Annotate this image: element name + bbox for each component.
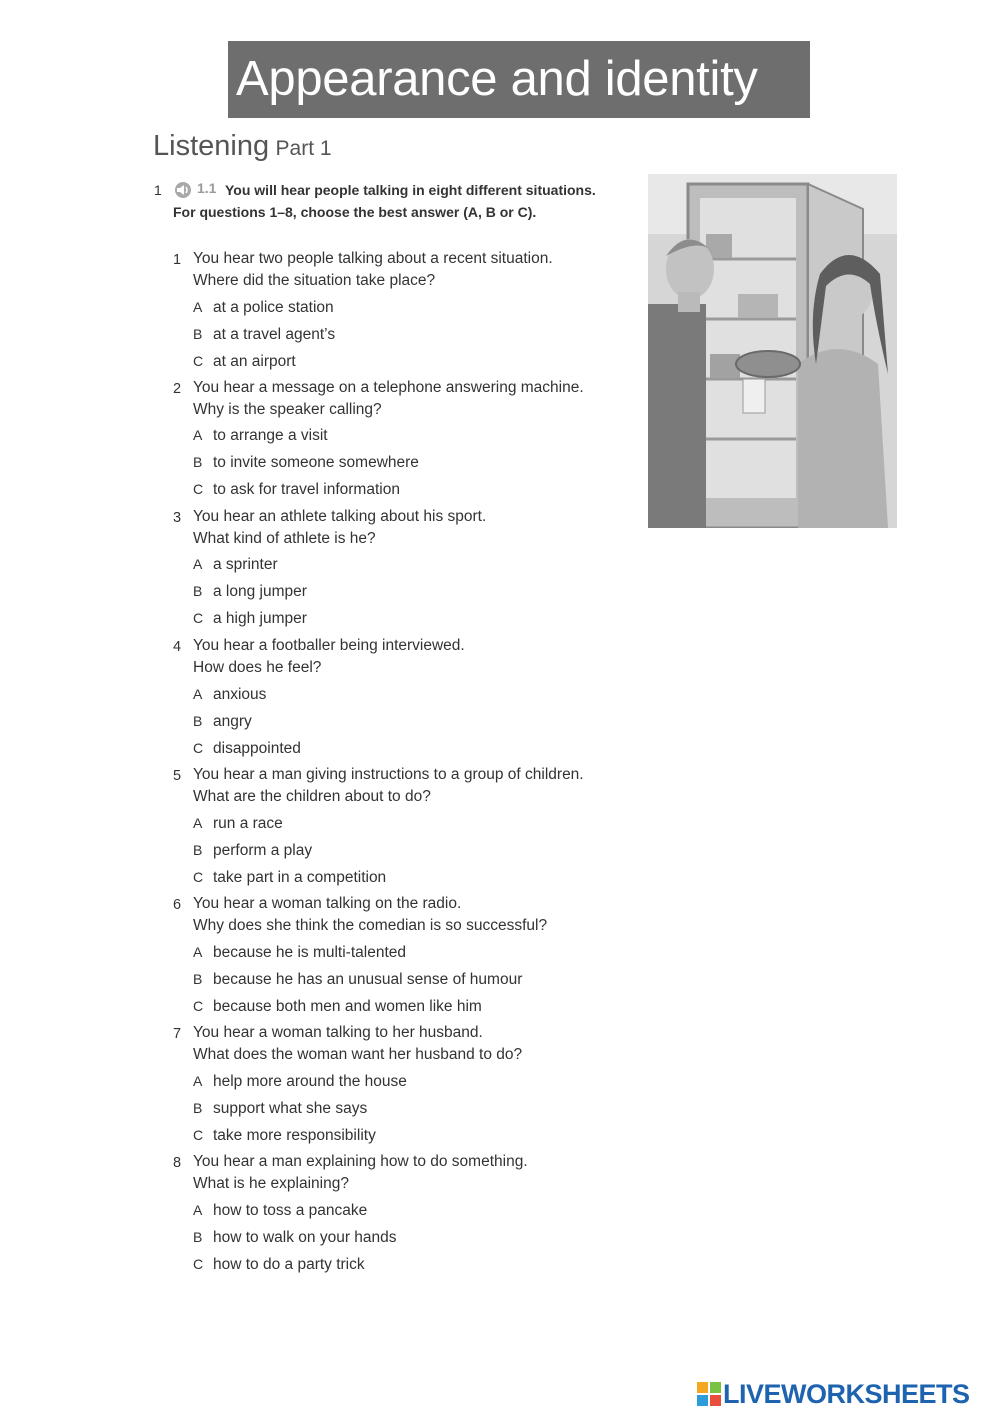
question-number: 8	[173, 1155, 182, 1171]
option-letter: A	[193, 1202, 203, 1218]
option-letter: B	[193, 713, 203, 729]
exercise-instructions: You will hear people talking in eight different situations. For questions 1–8, choose the best answer (A, B or C).	[173, 182, 596, 220]
option-letter: C	[193, 353, 204, 369]
question-line-1: You hear a footballer being interviewed.	[193, 637, 465, 654]
option-text: because he has an unusual sense of humour	[213, 971, 523, 988]
option-letter: B	[193, 454, 203, 470]
option-letter: A	[193, 299, 203, 315]
answer-option[interactable]	[193, 686, 266, 704]
question-line-2: What is he explaining?	[193, 1175, 349, 1192]
option-text: help more around the house	[213, 1073, 407, 1090]
section-heading	[153, 130, 332, 163]
question-number: 7	[173, 1026, 182, 1042]
title-banner	[228, 41, 810, 118]
answer-option[interactable]	[193, 869, 386, 887]
option-text: because both men and women like him	[213, 998, 482, 1015]
question-line-2: What kind of athlete is he?	[193, 530, 376, 547]
option-letter: A	[193, 686, 203, 702]
option-text: perform a play	[213, 842, 313, 859]
option-letter: C	[193, 481, 204, 497]
question-text	[193, 635, 465, 679]
option-text: because he is multi-talented	[213, 944, 407, 961]
option-letter: C	[193, 1127, 204, 1143]
option-text: support what she says	[213, 1100, 368, 1117]
question-line-1: You hear two people talking about a recent situation.	[193, 250, 553, 267]
option-letter: A	[193, 556, 203, 572]
option-text: anxious	[213, 686, 267, 703]
answer-option[interactable]	[193, 971, 522, 989]
option-text: take more responsibility	[213, 1127, 376, 1144]
option-letter: B	[193, 1100, 203, 1116]
question-line-1: You hear a man explaining how to do something.	[193, 1153, 528, 1170]
option-text: to ask for travel information	[213, 481, 400, 498]
answer-option[interactable]	[193, 1256, 365, 1274]
question-text	[193, 1151, 528, 1195]
question-number: 5	[173, 768, 182, 784]
question-text	[193, 764, 584, 808]
liveworksheets-logo[interactable]	[697, 1378, 997, 1408]
option-text: a sprinter	[213, 556, 278, 573]
option-text: to arrange a visit	[213, 427, 328, 444]
answer-option[interactable]	[193, 481, 400, 499]
question-line-2: Why does she think the comedian is so successful?	[193, 917, 548, 934]
answer-option[interactable]	[193, 454, 419, 472]
question-line-1: You hear a message on a telephone answering machine.	[193, 379, 584, 396]
answer-option[interactable]	[193, 1100, 367, 1118]
answer-option[interactable]	[193, 998, 482, 1016]
question-line-1: You hear a woman talking to her husband.	[193, 1024, 483, 1041]
option-letter: A	[193, 427, 203, 443]
option-text: at a police station	[213, 299, 334, 316]
question-number: 3	[173, 510, 182, 526]
option-text: how to toss a pancake	[213, 1202, 368, 1219]
option-text: a long jumper	[213, 583, 307, 600]
option-letter: A	[193, 944, 203, 960]
section-title: Listening	[153, 130, 270, 162]
option-letter: A	[193, 1073, 203, 1089]
answer-option[interactable]	[193, 713, 252, 731]
option-letter: C	[193, 869, 204, 885]
answer-option[interactable]	[193, 326, 335, 344]
option-text: at an airport	[213, 353, 296, 370]
question-line-2: What are the children about to do?	[193, 788, 431, 805]
question-number: 4	[173, 639, 182, 655]
answer-option[interactable]	[193, 583, 307, 601]
option-letter: B	[193, 326, 203, 342]
option-letter: B	[193, 971, 203, 987]
answer-option[interactable]	[193, 1202, 367, 1220]
option-text: angry	[213, 713, 252, 730]
question-text	[193, 377, 584, 421]
answer-option[interactable]	[193, 815, 283, 833]
option-text: to invite someone somewhere	[213, 454, 419, 471]
option-letter: B	[193, 583, 203, 599]
answer-option[interactable]	[193, 299, 334, 317]
question-number: 1	[173, 252, 182, 268]
answer-option[interactable]	[193, 1229, 397, 1247]
answer-option[interactable]	[193, 1127, 376, 1145]
option-text: disappointed	[213, 740, 301, 757]
page-title: Appearance and identity	[236, 52, 758, 106]
question-line-1: You hear an athlete talking about his sport.	[193, 508, 487, 525]
option-letter: C	[193, 740, 204, 756]
question-line-2: How does he feel?	[193, 659, 322, 676]
couple-at-fridge-photo	[648, 174, 897, 528]
section-part: Part 1	[275, 137, 332, 160]
answer-option[interactable]	[193, 610, 307, 628]
question-line-2: Where did the situation take place?	[193, 272, 436, 289]
answer-option[interactable]	[193, 944, 406, 962]
watermark-text: LIVEWORKSHEETS	[723, 1379, 970, 1409]
question-line-2: Why is the speaker calling?	[193, 401, 382, 418]
exercise-number: 1	[154, 182, 162, 198]
answer-option[interactable]	[193, 556, 278, 574]
option-letter: B	[193, 1229, 203, 1245]
question-line-1: You hear a man giving instructions to a group of children.	[193, 766, 584, 783]
answer-option[interactable]	[193, 1073, 407, 1091]
option-text: how to do a party trick	[213, 1256, 365, 1273]
answer-option[interactable]	[193, 842, 312, 860]
question-text	[193, 893, 547, 937]
option-text: at a travel agent’s	[213, 326, 336, 343]
answer-option[interactable]	[193, 740, 301, 758]
answer-option[interactable]	[193, 427, 328, 445]
question-line-2: What does the woman want her husband to do?	[193, 1046, 523, 1063]
option-letter: B	[193, 842, 203, 858]
question-text	[193, 506, 486, 550]
option-letter: C	[193, 1256, 204, 1272]
option-letter: C	[193, 610, 204, 626]
option-text: how to walk on your hands	[213, 1229, 397, 1246]
question-number: 6	[173, 897, 182, 913]
question-text	[193, 248, 553, 292]
option-letter: A	[193, 815, 203, 831]
answer-option[interactable]	[193, 353, 296, 371]
option-letter: C	[193, 998, 204, 1014]
question-text	[193, 1022, 522, 1066]
question-number: 2	[173, 381, 182, 397]
audio-track-number: 1.1	[197, 180, 217, 196]
option-text: a high jumper	[213, 610, 307, 627]
question-line-1: You hear a woman talking on the radio.	[193, 895, 462, 912]
option-text: take part in a competition	[213, 869, 387, 886]
option-text: run a race	[213, 815, 283, 832]
liveworksheets-logo-icon	[697, 1382, 721, 1406]
